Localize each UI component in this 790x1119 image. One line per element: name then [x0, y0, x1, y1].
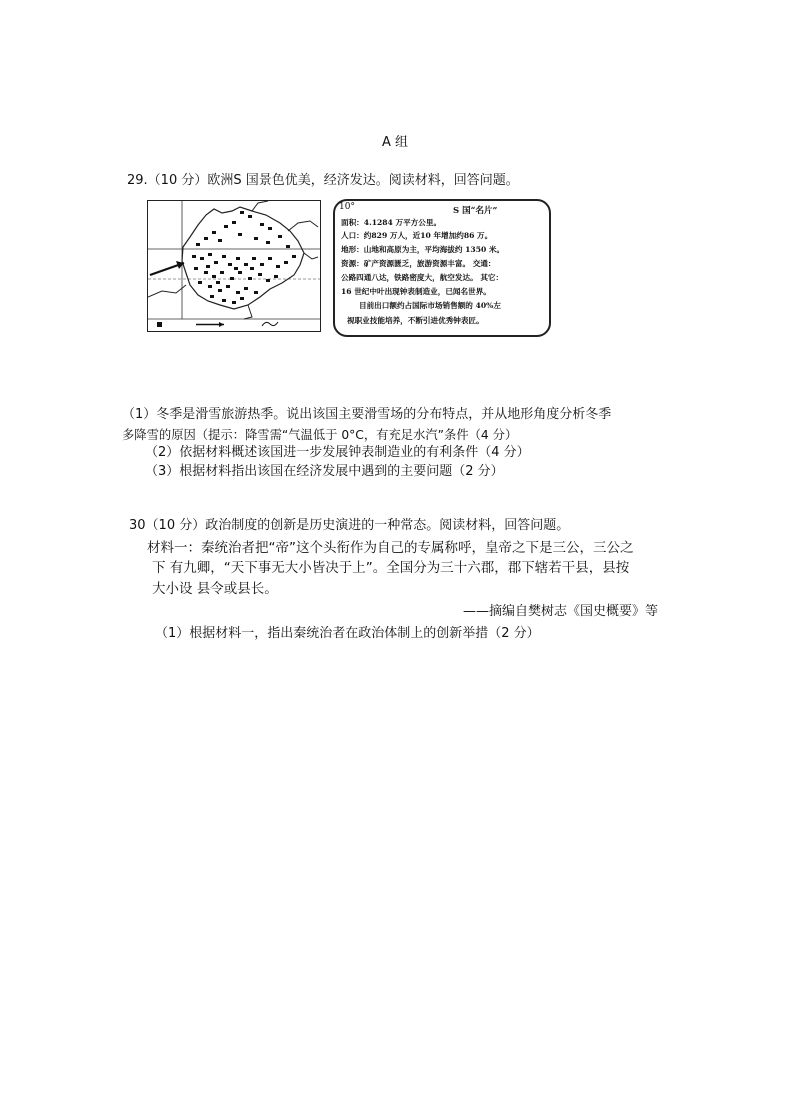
q30-material-line1: 材料一：秦统治者把“帝”这个头衔作为自己的专属称呼，皇帝之下是三公，三公之	[147, 540, 634, 556]
card-line-export: 目前出口额约占国际市场销售额的 40%左	[359, 301, 501, 310]
q29-sub1-line1: （1）冬季是滑雪旅游热季。说出该国主要滑雪场的分布特点，并从地形角度分析冬季	[122, 407, 612, 422]
q30-stem: 30（10 分）政治制度的创新是历史演进的一种常态。阅读材料，回答问题。	[129, 518, 570, 533]
q30-sub1: （1）根据材料一，指出秦统治者在政治体制上的创新举措（2 分）	[155, 626, 540, 641]
country-map-figure	[147, 200, 321, 332]
card-line-transport: 公路四通八达，铁路密度大，航空发达。 其它：	[341, 273, 504, 282]
card-line-area: 面积：4.1284 万平方公里。	[341, 218, 442, 227]
q30-source: ——摘编自樊树志《国史概要》等	[463, 604, 659, 619]
card-line-resources: 资源：矿产资源匮乏，旅游资源丰富。 交通：	[341, 259, 496, 268]
legend-marker-icon	[157, 322, 162, 327]
q30-material-line3: 大小设 县令或县长。	[152, 581, 278, 597]
q30-material-line2: 下 有九卿，“天下事无大小皆决于上”。全国分为三十六郡，郡下辖若干县，县按	[152, 560, 630, 576]
card-title: S 国“名片”	[453, 206, 498, 216]
card-line-skills: 视职业技能培养，不断引进优秀钟表匠。	[347, 316, 484, 325]
country-name-card	[333, 199, 551, 337]
group-title: A 组	[382, 135, 409, 150]
card-line-terrain: 地形：山地和高原为主，平均海拔约 1350 米。	[341, 245, 505, 254]
q29-sub2: （2）依据材料概述该国进一步发展钟表制造业的有利条件（4 分）	[145, 445, 530, 460]
card-line-history: 16 世纪中叶出现钟表制造业，已闻名世界。	[341, 287, 491, 296]
q29-sub3: （3）根据材料指出该国在经济发展中遇到的主要问题（2 分）	[145, 464, 504, 479]
map-drawing	[148, 201, 320, 331]
card-degree: 10°	[339, 202, 355, 212]
q29-sub1-line2: 多降雪的原因（提示：降雪需“气温低于 0°C，有充足水汽”条件（4 分）	[122, 428, 518, 442]
card-line-population: 人口：约829 万人，近10 年增加约86 万。	[341, 231, 493, 240]
legend-wave-icon	[262, 322, 278, 326]
q29-stem: 29.（10 分）欧洲S 国景色优美，经济发达。阅读材料，回答问题。	[127, 173, 519, 188]
